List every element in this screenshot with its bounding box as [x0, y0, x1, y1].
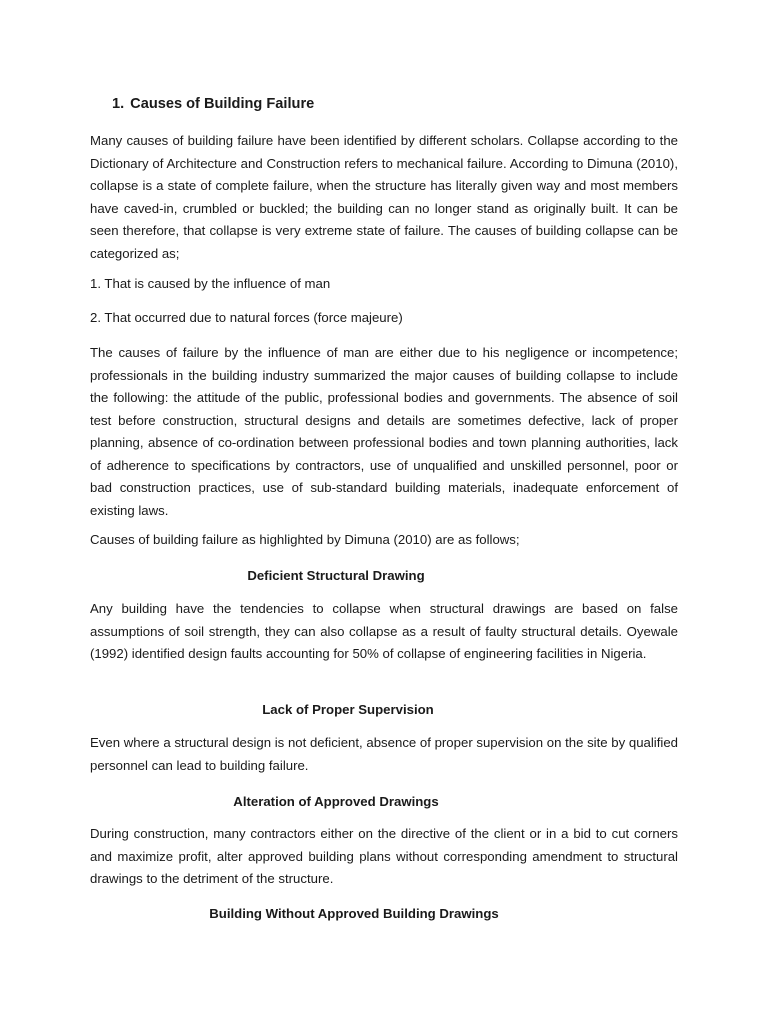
list-item-man: 1. That is caused by the influence of man — [90, 276, 331, 291]
deficient-structural-drawing-paragraph: Any building have the tendencies to collapse when structural drawings are based on false assumptions of soil strength, they can also collapse as a result of faulty structural details. Oyewale (1992) identified design faults accounting for 50% of collapse of engineering facilities in Nigeria. — [90, 601, 678, 661]
list-item-natural: 2. That occurred due to natural forces (force majeure) — [90, 310, 403, 325]
alteration-of-drawings-paragraph: During construction, many contractors either on the directive of the client or in a bid to cut corners and maximize profit, alter approved building plans without corresponding amendment to structural drawings to the detriment of the structure. — [90, 826, 678, 886]
subheading-lack-of-supervision: Lack of Proper Supervision — [262, 702, 434, 717]
subheading-building-without-approval: Building Without Approved Building Drawings — [209, 906, 499, 921]
lack-of-supervision-paragraph: Even where a structural design is not deficient, absence of proper supervision on the site by qualified personnel can lead to building failure. — [90, 735, 678, 773]
heading-number: 1. — [112, 96, 125, 112]
heading-title: Causes of Building Failure — [130, 96, 315, 112]
man-causes-paragraph: The causes of failure by the influence of man are either due to his negligence or incompetence; professionals in the building industry summarized the major causes of building collapse to include the following: the attitude of the public, professional bodies and governments. The absence of soil test before construction, structural designs and details are sometimes defective, lack of proper planning, absence of co-ordination between professional bodies and town planning authorities, lack of adherence to specifications by contractors, use of unqualified and unskilled personnel, poor or bad construction practices, use of sub-standard building materials, inadequate enforcement of existing laws. — [90, 345, 678, 518]
subheading-deficient-structural-drawing: Deficient Structural Drawing — [247, 568, 425, 583]
section-heading — [112, 96, 314, 112]
dimuna-intro-paragraph: Causes of building failure as highlighted by Dimuna (2010) are as follows; — [90, 532, 520, 547]
intro-paragraph: Many causes of building failure have been identified by different scholars. Collapse according to the Dictionary of Architecture and Construction refers to mechanical failure. According to Dimuna (2010), collapse is a state of complete failure, when the structure has literally given way and most members have caved-in, crumbled or buckled; the building can no longer stand as originally built. It can be seen therefore, that collapse is very extreme state of failure. The causes of building collapse can be categorized as; — [90, 133, 678, 261]
subheading-alteration-of-drawings: Alteration of Approved Drawings — [233, 794, 439, 809]
document-page — [90, 0, 678, 1024]
